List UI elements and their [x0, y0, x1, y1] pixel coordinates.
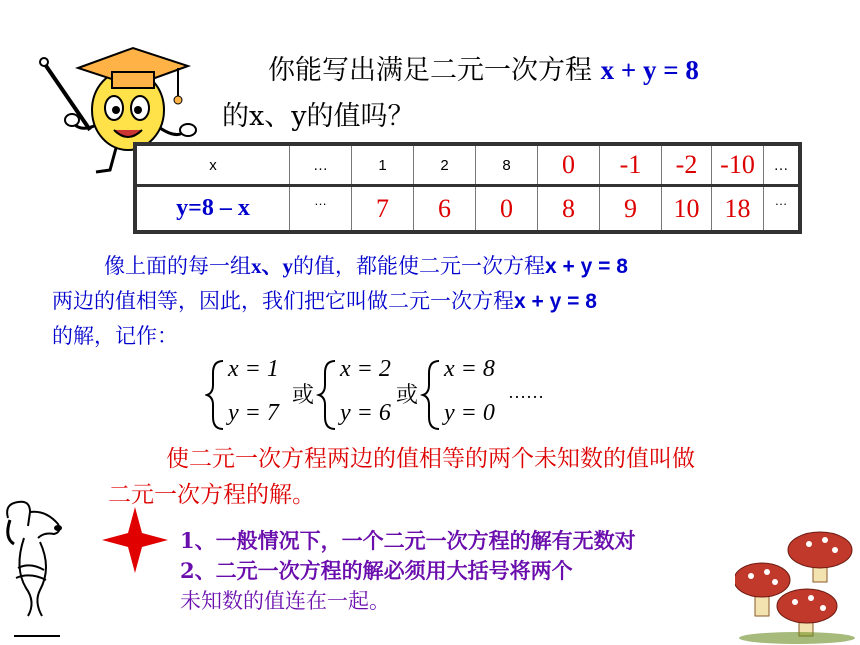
table-cell: 7	[351, 187, 413, 230]
system-2-top: x = 2	[340, 356, 391, 382]
star-icon	[100, 505, 170, 575]
table-cell: 6	[413, 187, 475, 230]
table-cell: 18	[711, 187, 763, 230]
question-text: 你能写出满足二元一次方程	[268, 55, 592, 86]
question-line1	[268, 50, 699, 91]
system-1-top: x = 1	[228, 356, 279, 382]
table-row-x	[137, 146, 798, 187]
para-line2	[52, 284, 842, 319]
table-cell: 9	[599, 187, 661, 230]
table-cell: 1	[351, 146, 413, 184]
para-line3: 的解，记作：	[52, 324, 178, 348]
note-item-2b: 未知数的值连在一起。	[180, 589, 390, 613]
table-cell: …	[289, 187, 351, 230]
system-3-bottom: y = 0	[444, 400, 495, 426]
table-cell: 2	[413, 146, 475, 184]
row-label-x: x	[209, 156, 217, 174]
table-cell: -2	[661, 146, 711, 184]
table-cell: 8	[537, 187, 599, 230]
table-cell: …	[763, 146, 798, 184]
ellipsis: ……	[508, 382, 544, 402]
table-cell: -10	[711, 146, 763, 184]
para-line1	[52, 249, 842, 284]
para-equation: x + y = 8	[545, 255, 628, 278]
or-word: 或	[396, 383, 419, 408]
dog-cartoon	[0, 498, 70, 645]
brace-1	[207, 361, 223, 429]
table-row-y	[137, 187, 798, 230]
system-3-top: x = 8	[444, 356, 495, 382]
table-cell: 10	[661, 187, 711, 230]
row-label-y: y=8 – x	[176, 195, 250, 221]
table-cell: 0	[537, 146, 599, 184]
definition-line2: 二元一次方程的解。	[108, 482, 315, 508]
table-cell: …	[289, 146, 351, 184]
para-text: 像上面的每一组	[104, 254, 251, 278]
brace-2	[319, 361, 335, 429]
system-1-bottom: y = 7	[228, 400, 279, 426]
para-text: x、y	[251, 254, 293, 278]
notes	[180, 526, 820, 616]
table-cell: 8	[475, 146, 537, 184]
definition-line1: 使二元一次方程两边的值相等的两个未知数的值叫做	[166, 446, 695, 472]
para-equation: x + y = 8	[514, 290, 597, 313]
note-item-2: 2、二元一次方程的解必须用大括号将两个	[180, 558, 573, 583]
question-equation: x + y = 8	[600, 55, 699, 85]
table-cell: 0	[475, 187, 537, 230]
para-text: 的值，都能使二元一次方程	[293, 254, 545, 278]
or-word: 或	[292, 383, 315, 408]
system-2-bottom: y = 6	[340, 400, 391, 426]
table-cell: …	[763, 187, 798, 230]
question-line2: 的x、y的值吗？	[222, 101, 415, 132]
mushrooms-image	[735, 520, 860, 645]
values-table	[133, 142, 802, 234]
table-cell: -1	[599, 146, 661, 184]
definition	[108, 441, 848, 513]
para-text: 两边的值相等，因此，我们把它叫做二元一次方程	[52, 289, 514, 313]
explanation-paragraph	[52, 249, 842, 353]
note-item-1: 1、一般情况下，一个二元一次方程的解有无数对	[180, 528, 636, 553]
brace-3	[423, 361, 439, 429]
